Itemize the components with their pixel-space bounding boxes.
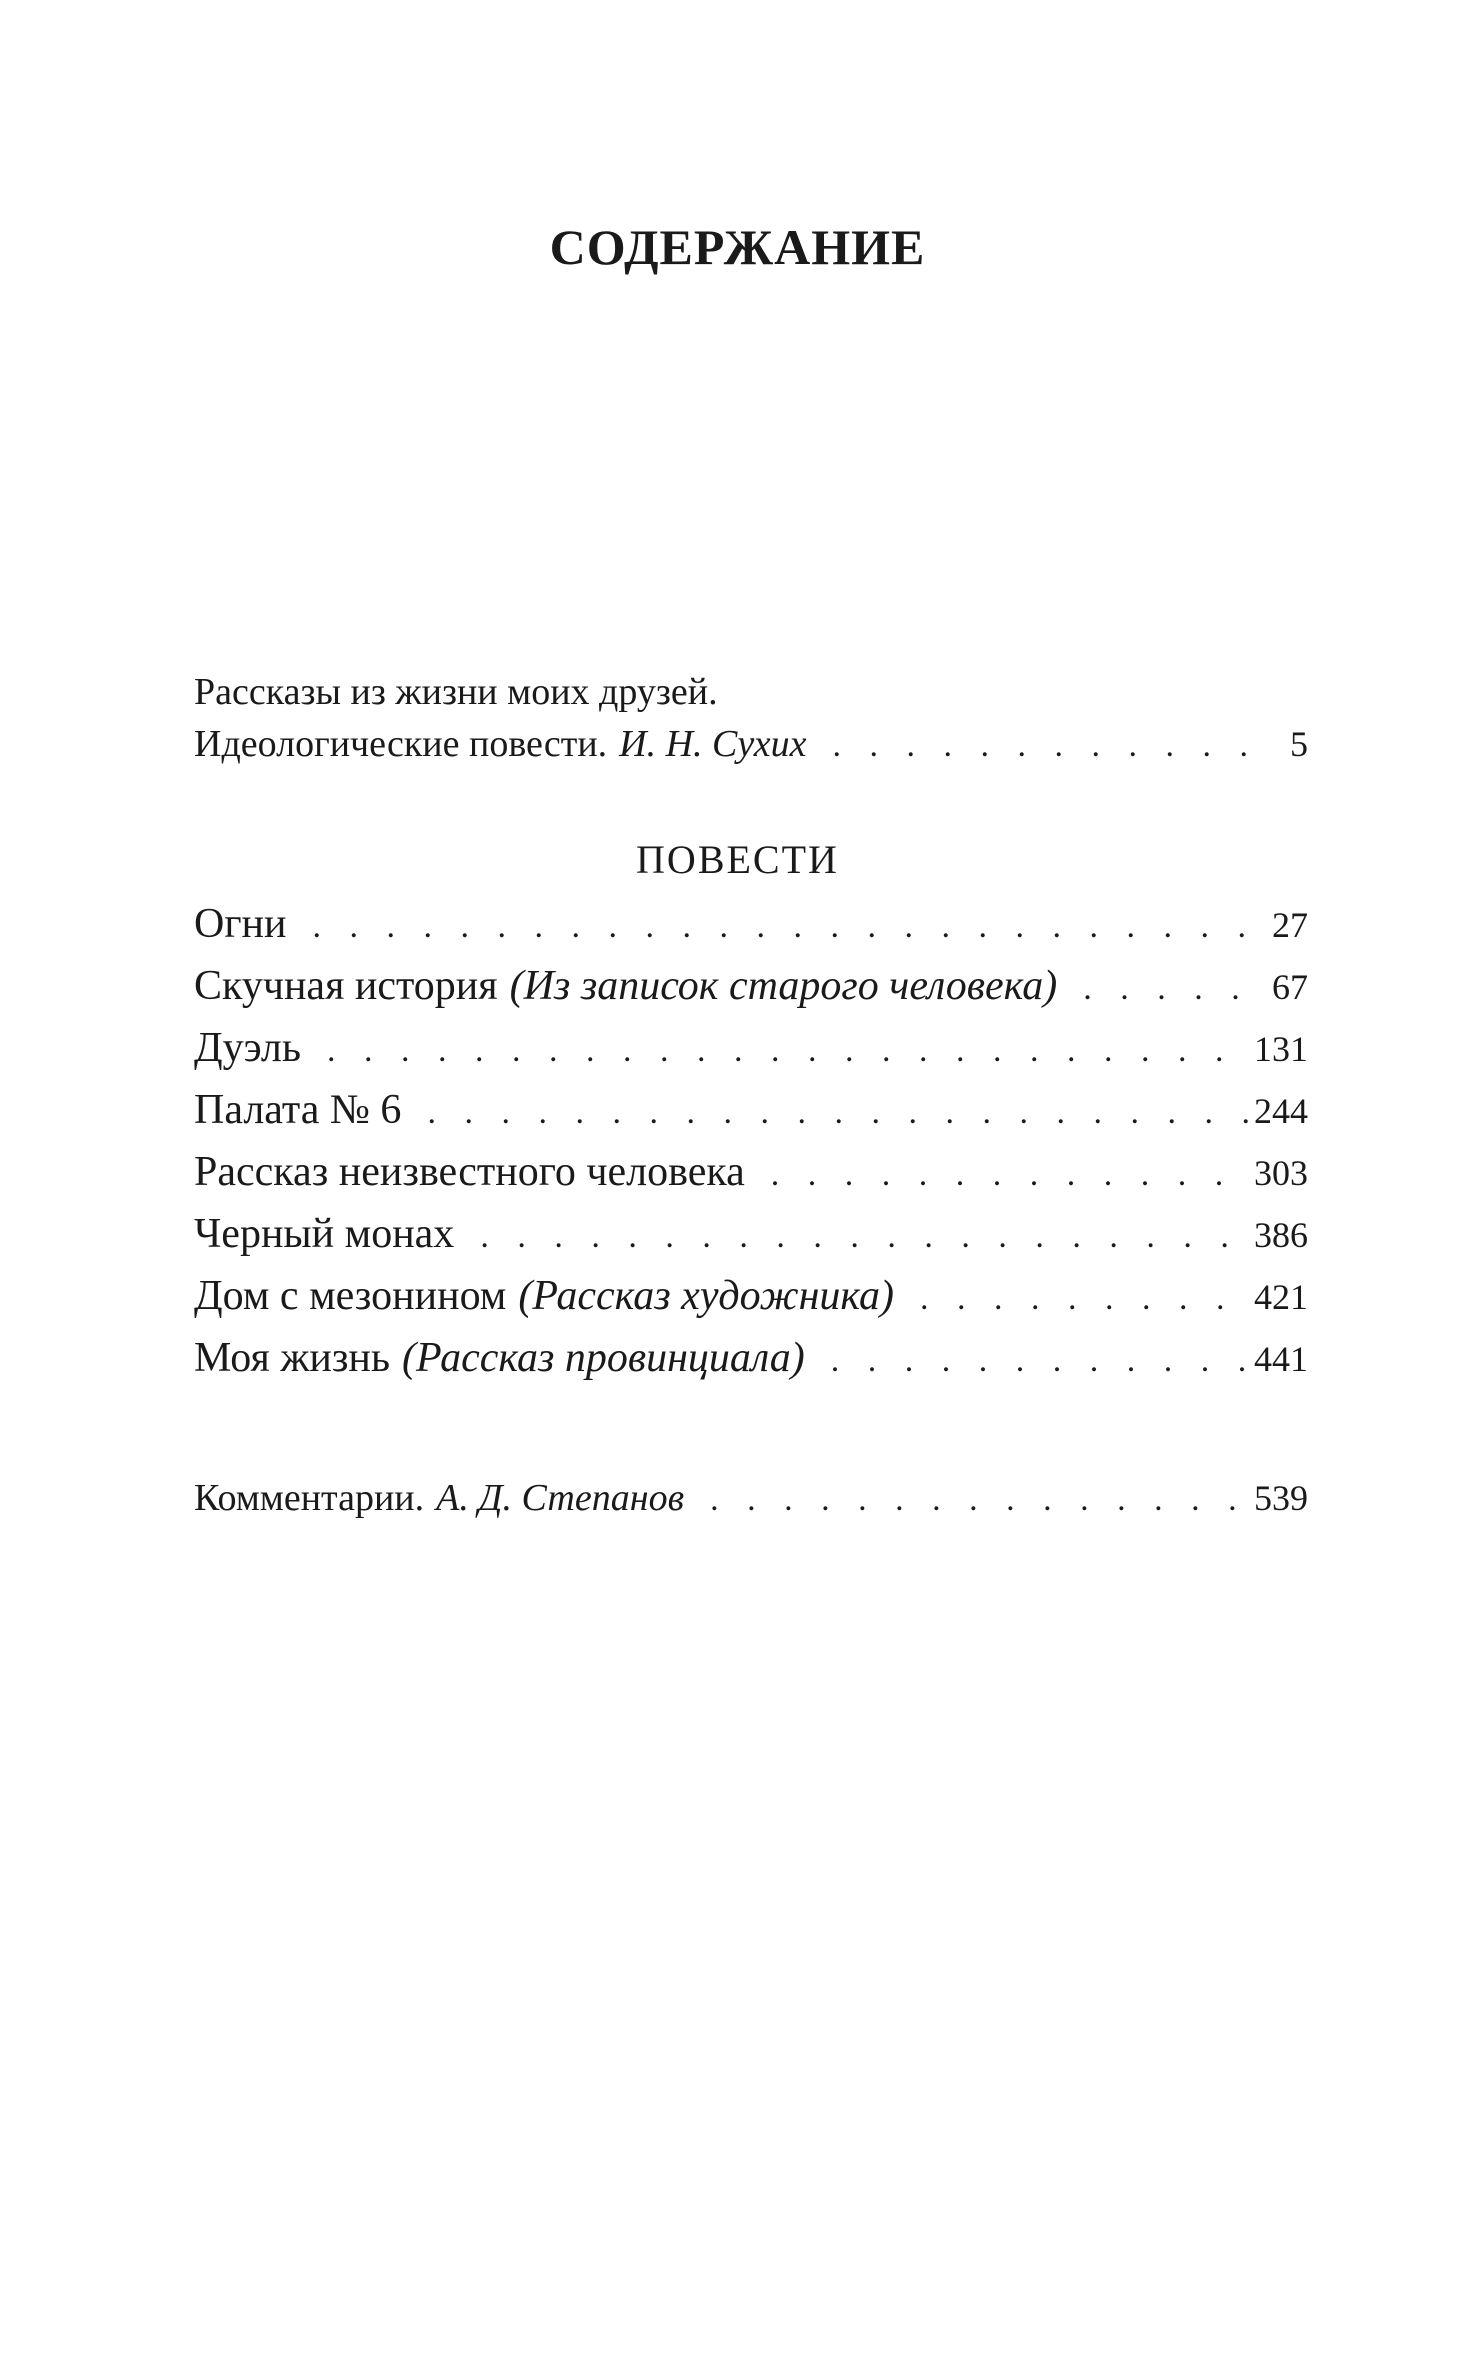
leader-dots: [480, 1218, 1248, 1256]
entry-subtitle: (Рассказ провинциала): [402, 1335, 805, 1381]
intro-author: И. Н. Сухих: [619, 723, 807, 765]
page-number: 244: [1254, 1091, 1308, 1131]
entry-title: Дуэль: [194, 1025, 302, 1071]
entry-title: Огни: [194, 901, 287, 947]
entry-subtitle: (Рассказ художника): [518, 1273, 895, 1319]
intro-entry[interactable]: [194, 722, 1308, 774]
page-number: 27: [1272, 905, 1308, 945]
page-number: 67: [1272, 967, 1308, 1007]
entry-title: Моя жизнь: [194, 1335, 391, 1381]
entry-title: Палата № 6: [194, 1087, 402, 1133]
leader-dots: [771, 1156, 1248, 1194]
toc-entry[interactable]: [194, 900, 1308, 962]
page-number: 386: [1254, 1215, 1308, 1255]
entry-subtitle: (Из записок старого человека): [509, 963, 1058, 1009]
leader-dots: [920, 1280, 1248, 1318]
page-number: 539: [1254, 1478, 1308, 1518]
toc-entry-comments[interactable]: [194, 1476, 1308, 1528]
leader-dots: [313, 908, 1262, 946]
toc-entry[interactable]: [194, 1210, 1308, 1272]
leader-dots: [327, 1032, 1248, 1070]
intro-line-1: [194, 670, 1308, 722]
comments-author: А. Д. Степанов: [436, 1477, 685, 1519]
entry-title: Скучная история: [194, 963, 498, 1009]
toc-entry[interactable]: [194, 1334, 1308, 1396]
entry-title: Черный монах: [194, 1211, 455, 1257]
page-number: 131: [1254, 1029, 1308, 1069]
page-number: 5: [1290, 724, 1308, 764]
comments-block: [194, 1476, 1308, 1528]
toc-entry[interactable]: [194, 1148, 1308, 1210]
toc-entry[interactable]: [194, 962, 1308, 1024]
comments-title: Комментарии.: [194, 1477, 425, 1519]
toc-entry[interactable]: [194, 1086, 1308, 1148]
intro-title-line-2: Идеологические повести.: [194, 723, 608, 765]
leader-dots: [427, 1094, 1248, 1132]
leader-dots: [833, 727, 1263, 765]
intro-title-line-1: Рассказы из жизни моих друзей.: [194, 671, 718, 713]
toc-entry[interactable]: [194, 1024, 1308, 1086]
leader-dots: [710, 1481, 1248, 1519]
leader-dots: [831, 1342, 1248, 1380]
intro-block: [194, 670, 1308, 774]
page-title: СОДЕРЖАНИЕ: [549, 219, 926, 275]
page-number: 441: [1254, 1339, 1308, 1379]
page-number: 303: [1254, 1153, 1308, 1193]
toc-entry[interactable]: [194, 1272, 1308, 1334]
page-number: 421: [1254, 1277, 1308, 1317]
entry-title: Дом с мезонином: [194, 1273, 507, 1319]
entry-title: Рассказ неизвестного человека: [194, 1149, 745, 1195]
leader-dots: [1083, 970, 1262, 1008]
toc-list: [194, 900, 1308, 1396]
section-heading: ПОВЕСТИ: [636, 837, 839, 882]
